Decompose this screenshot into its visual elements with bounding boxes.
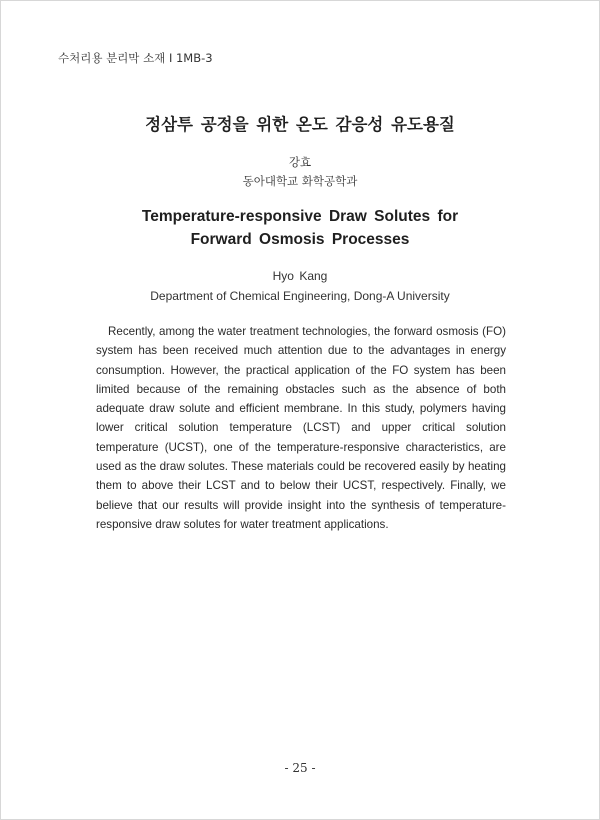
running-header: 수처리용 분리막 소재 Ⅰ 1MB-3 — [58, 51, 213, 65]
korean-title: 정삼투 공정을 위한 온도 감응성 유도용질 — [145, 115, 455, 134]
english-author: Hyo Kang — [272, 269, 328, 283]
abstract-paragraph: Recently, among the water treatment technologies, the forward osmosis (FO) system has been received much attention due to the advantages in energy consumption. However, the practical application of the FO system has been limited because of the remaining obstacles such as the absence of both adequate draw solute and efficient membrane. In this study, polymers having lower critical solution temperature (LCST) and upper critical solution temperature (UCST), one of the temperature-responsive characteristics, are used as the draw solutes. These materials could be recovered easily by heating them to above their LCST and to below their UCST, respectively. Finally, we believe that our results will provide insight into the synthesis of temperature-responsive draw solutes for water treatment applications. — [96, 325, 506, 531]
english-title-line-2: Forward Osmosis Processes — [190, 231, 410, 248]
english-title-line-1: Temperature-responsive Draw Solutes for — [141, 208, 459, 225]
english-title — [1, 205, 599, 251]
english-affiliation: Department of Chemical Engineering, Dong-A University — [150, 289, 450, 303]
page-number: - 25 - — [284, 761, 316, 775]
korean-author: 강효 — [288, 155, 312, 169]
korean-affiliation: 동아대학교 화학공학과 — [242, 174, 358, 188]
